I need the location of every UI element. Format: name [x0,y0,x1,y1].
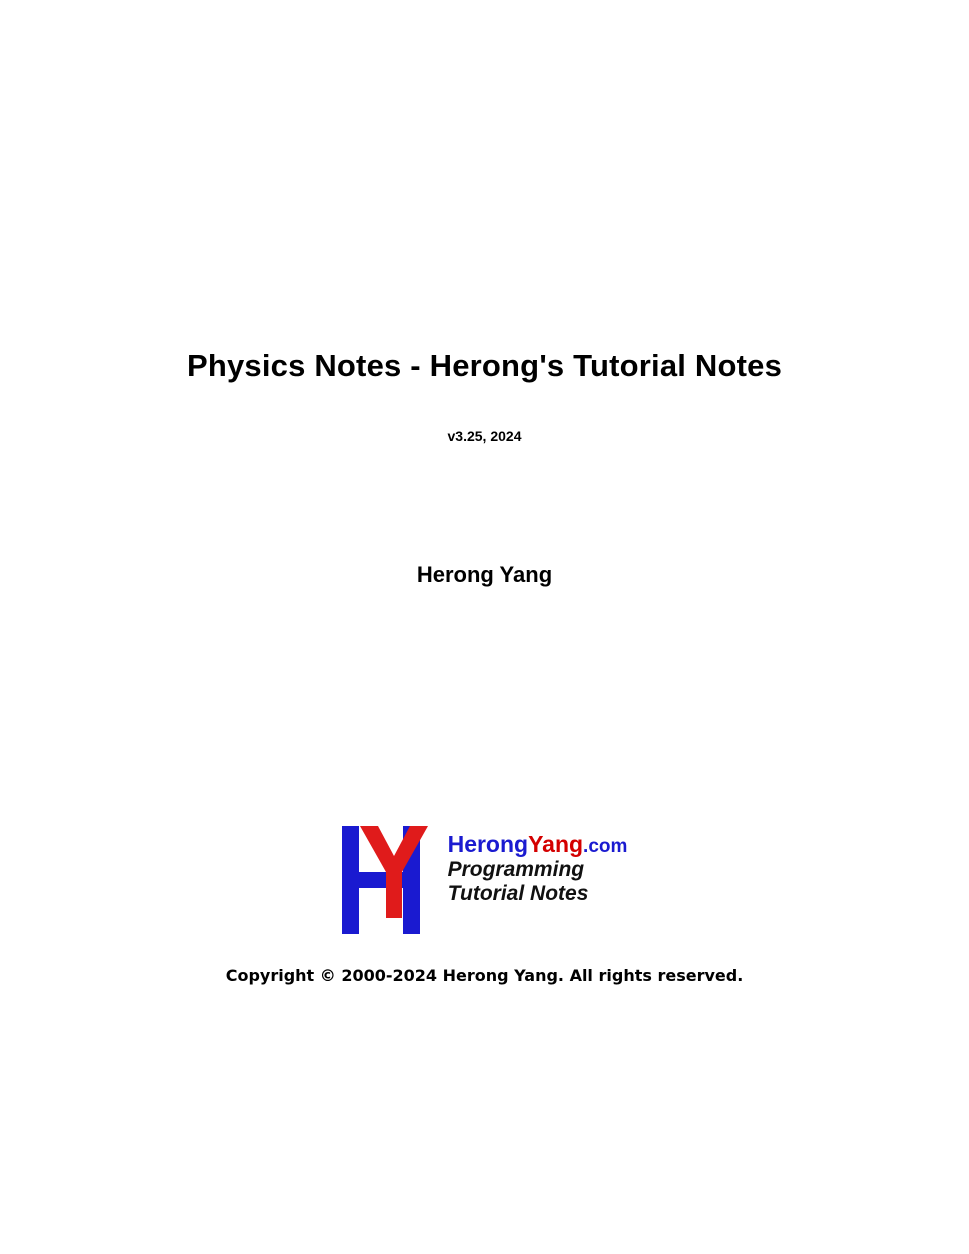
author-name: Herong Yang [416,562,553,587]
page-title: Physics Notes - Herong's Tutorial Notes [186,348,783,383]
brand-com: .com [583,836,628,857]
brand-herong: Herong [447,831,529,857]
hy-monogram-icon [342,826,438,934]
brand-tagline-1: Programming [447,857,585,881]
brand-yang: Yang [528,831,584,857]
brand-logo [0,826,969,934]
copyright-notice: Copyright © 2000-2024 Herong Yang. All rights reserved. [225,966,744,985]
brand-tagline-2: Tutorial Notes [447,882,589,906]
version-label: v3.25, 2024 [447,428,522,444]
brand-wordmark [448,832,628,858]
